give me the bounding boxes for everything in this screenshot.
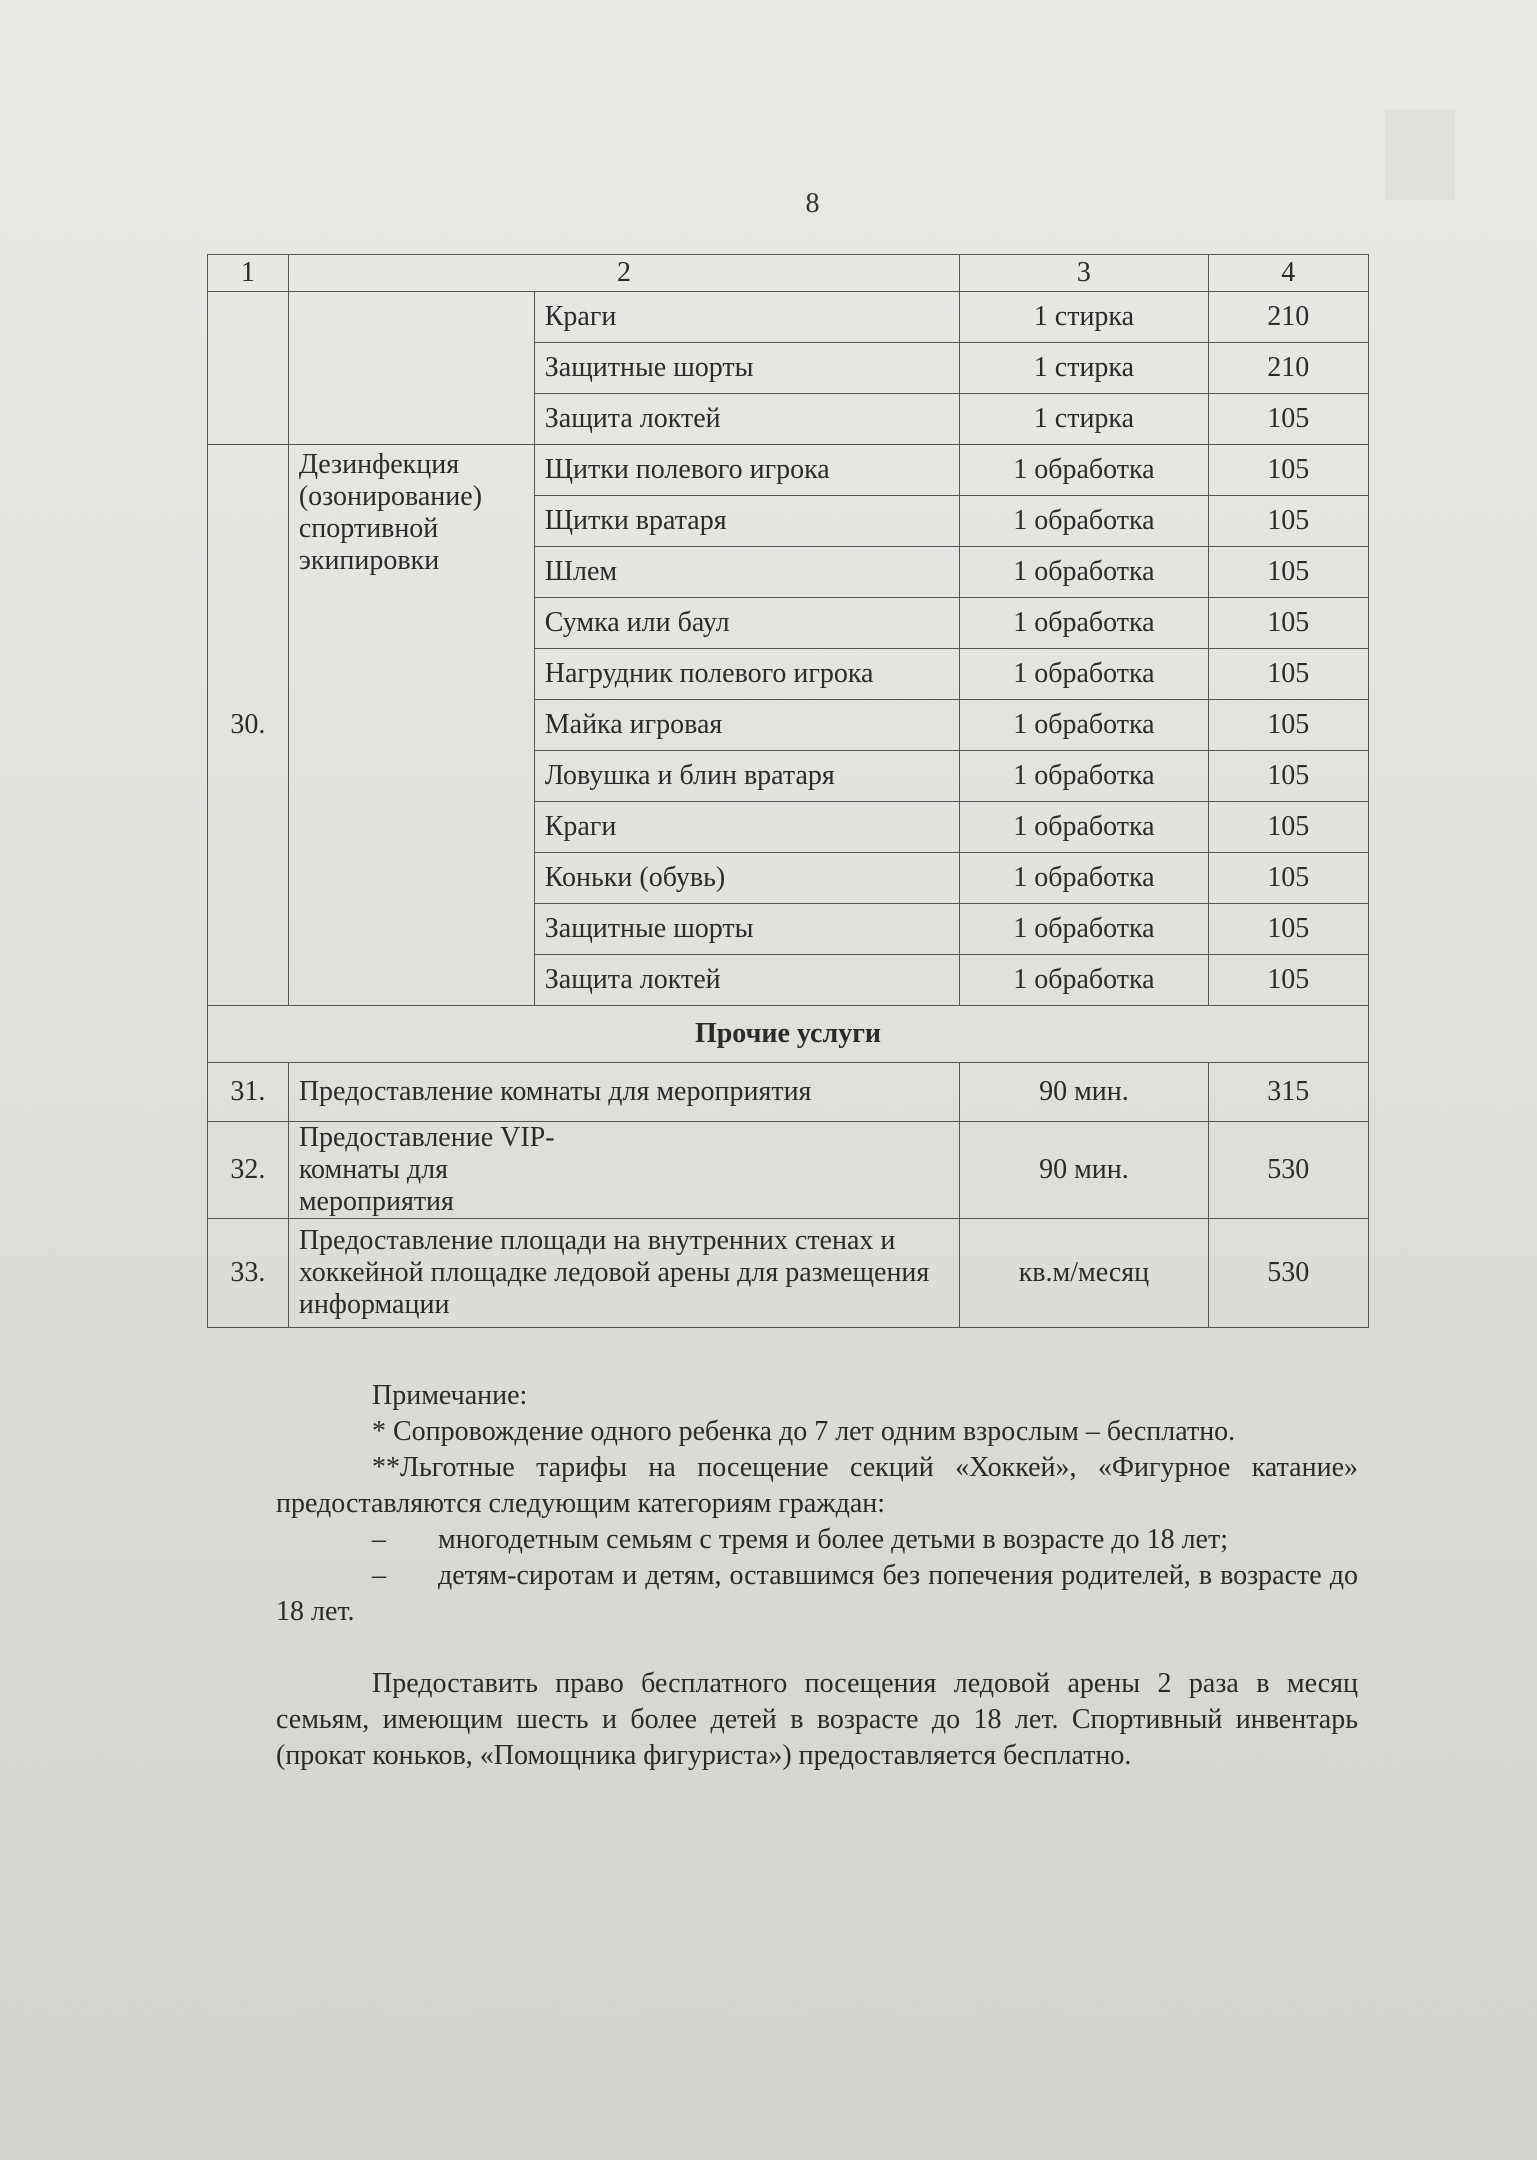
dash-bullet-icon: – bbox=[372, 1524, 386, 1555]
item-name: Майка игровая bbox=[534, 700, 960, 751]
service-price: 530 bbox=[1208, 1122, 1368, 1219]
item-name: Краги bbox=[534, 292, 960, 343]
free-visit-paragraph: Предоставить право бесплатного посещения ледовой арены 2 раза в месяц семьям, имеющим шесть и более детей в возрасте до 18 лет. Спортивный инвентарь (прокат коньков, «Помощника фигуриста») предоставляется бесплатно. bbox=[276, 1668, 1358, 1771]
item-price: 105 bbox=[1208, 445, 1368, 496]
header-col-4: 4 bbox=[1208, 255, 1368, 292]
item-unit: 1 обработка bbox=[960, 853, 1208, 904]
item-price: 105 bbox=[1208, 955, 1368, 1006]
service-price: 315 bbox=[1208, 1063, 1368, 1122]
item-price: 105 bbox=[1208, 853, 1368, 904]
note-bullet bbox=[276, 1558, 1358, 1630]
item-price: 105 bbox=[1208, 802, 1368, 853]
item-unit: 1 обработка bbox=[960, 700, 1208, 751]
item-name: Защитные шорты bbox=[534, 904, 960, 955]
note-bullet bbox=[276, 1522, 1358, 1558]
item-name: Ловушка и блин вратаря bbox=[534, 751, 960, 802]
item-price: 105 bbox=[1208, 904, 1368, 955]
row-number: 33. bbox=[208, 1219, 289, 1328]
item-unit: 1 обработка bbox=[960, 649, 1208, 700]
row-number-empty bbox=[208, 292, 289, 445]
item-price: 105 bbox=[1208, 547, 1368, 598]
item-price: 105 bbox=[1208, 598, 1368, 649]
item-unit: 1 стирка bbox=[960, 292, 1208, 343]
service-unit: кв.м/месяц bbox=[960, 1219, 1208, 1328]
notes-title: Примечание: bbox=[372, 1380, 528, 1411]
item-name: Шлем bbox=[534, 547, 960, 598]
service-name-empty bbox=[288, 292, 534, 445]
tariff-table bbox=[207, 254, 1369, 1328]
item-name: Сумка или баул bbox=[534, 598, 960, 649]
bullet-text: детям-сиротам и детям, оставшимся без попечения родителей, в возрасте до 18 лет. bbox=[276, 1560, 1358, 1627]
item-name: Щитки вратаря bbox=[534, 496, 960, 547]
item-unit: 1 обработка bbox=[960, 547, 1208, 598]
service-name: Предоставление VIP-комнаты для мероприятия bbox=[288, 1122, 959, 1219]
item-unit: 1 обработка bbox=[960, 598, 1208, 649]
item-price: 210 bbox=[1208, 343, 1368, 394]
item-unit: 1 обработка bbox=[960, 496, 1208, 547]
service-unit: 90 мин. bbox=[960, 1063, 1208, 1122]
notes-section bbox=[276, 1378, 1358, 1774]
item-unit: 1 обработка bbox=[960, 751, 1208, 802]
item-price: 210 bbox=[1208, 292, 1368, 343]
note-discount-tariffs: **Льготные тарифы на посещение секций «Хоккей», «Фигурное катание» предоставляются следующим категориям граждан: bbox=[276, 1452, 1358, 1519]
header-col-1: 1 bbox=[208, 255, 289, 292]
item-name: Защитные шорты bbox=[534, 343, 960, 394]
item-price: 105 bbox=[1208, 649, 1368, 700]
item-unit: 1 стирка bbox=[960, 394, 1208, 445]
dash-bullet-icon: – bbox=[372, 1560, 386, 1591]
service-name: Предоставление комнаты для мероприятия bbox=[288, 1063, 959, 1122]
section-title: Прочие услуги bbox=[208, 1006, 1369, 1063]
row-number: 32. bbox=[208, 1122, 289, 1219]
note-accompaniment: * Сопровождение одного ребенка до 7 лет одним взрослым – бесплатно. bbox=[372, 1416, 1236, 1447]
item-unit: 1 обработка bbox=[960, 445, 1208, 496]
service-name: Предоставление площади на внутренних стенах и хоккейной площадке ледовой арены для размещения информации bbox=[288, 1219, 959, 1328]
header-col-2: 2 bbox=[288, 255, 959, 292]
table-row bbox=[208, 1063, 1369, 1122]
item-name: Щитки полевого игрока bbox=[534, 445, 960, 496]
scan-smudge bbox=[1385, 110, 1455, 200]
bullet-text: многодетным семьям с тремя и более детьми в возрасте до 18 лет; bbox=[438, 1524, 1228, 1555]
page-number: 8 bbox=[805, 188, 820, 219]
item-price: 105 bbox=[1208, 496, 1368, 547]
row-number: 31. bbox=[208, 1063, 289, 1122]
table-header-row bbox=[208, 255, 1369, 292]
row-number: 30. bbox=[208, 445, 289, 1006]
item-name: Защита локтей bbox=[534, 394, 960, 445]
table-row bbox=[208, 292, 1369, 343]
table-row bbox=[208, 445, 1369, 496]
table-row bbox=[208, 1219, 1369, 1328]
service-unit: 90 мин. bbox=[960, 1122, 1208, 1219]
item-unit: 1 обработка bbox=[960, 802, 1208, 853]
item-name: Коньки (обувь) bbox=[534, 853, 960, 904]
item-price: 105 bbox=[1208, 700, 1368, 751]
item-name: Нагрудник полевого игрока bbox=[534, 649, 960, 700]
item-price: 105 bbox=[1208, 751, 1368, 802]
section-header-row bbox=[208, 1006, 1369, 1063]
item-unit: 1 обработка bbox=[960, 904, 1208, 955]
item-name: Краги bbox=[534, 802, 960, 853]
item-unit: 1 стирка bbox=[960, 343, 1208, 394]
header-col-3: 3 bbox=[960, 255, 1208, 292]
item-unit: 1 обработка bbox=[960, 955, 1208, 1006]
item-price: 105 bbox=[1208, 394, 1368, 445]
item-name: Защита локтей bbox=[534, 955, 960, 1006]
table-row bbox=[208, 1122, 1369, 1219]
service-name: Дезинфекция (озонирование) спортивной экипировки bbox=[288, 445, 534, 1006]
service-price: 530 bbox=[1208, 1219, 1368, 1328]
